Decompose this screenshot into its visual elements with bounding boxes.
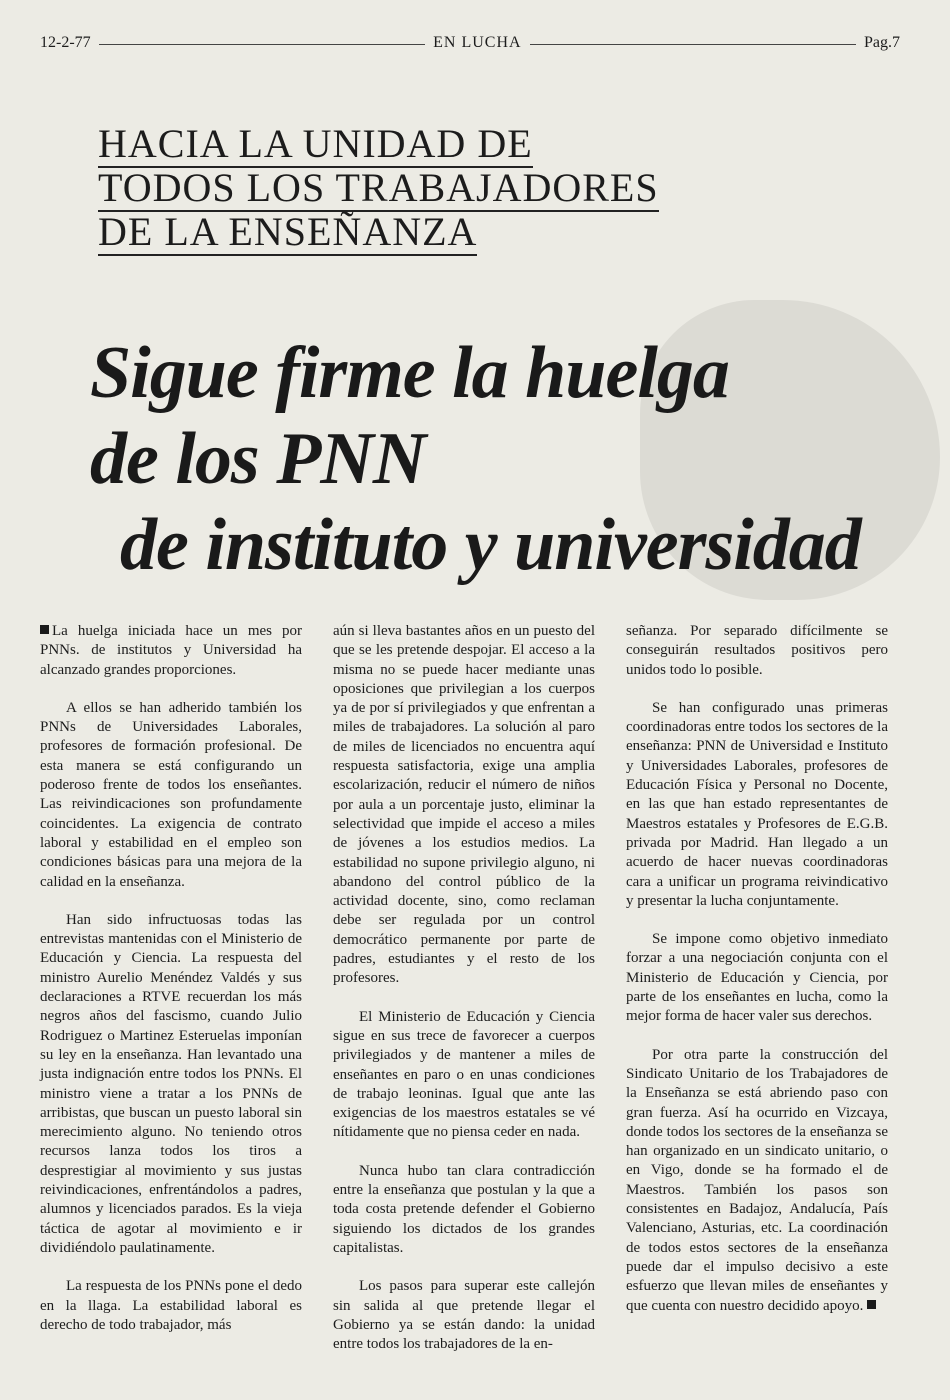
article-column-2 xyxy=(333,622,595,1373)
kicker-title xyxy=(98,122,698,254)
paragraph-text: Por otra parte la construcción del Sindicato Unitario de los Trabajadores de la Enseñanza se está abriendo paso con gran fuerza. Así ha ocurrido en Vizcaya, donde todos los sectores de la enseñanza se han organizado en un sindicato unitario, o en Vigo, donde se ha formado el de Maestros. También los pasos son consistentes en Badajoz, Andalucía, País Valenciano, Asturias, etc. La coordinación de todos estos sectores de la enseñanza puede dar el impulso decisivo a este esfuerzo que llevan miles de enseñantes y que cuenta con nuestro decidido apoyo. xyxy=(626,1046,888,1314)
headline-line: de los PNN xyxy=(90,418,426,500)
paragraph: La respuesta de los PNNs pone el dedo en la llaga. La estabilidad laboral es derecho de todo trabajador, más xyxy=(40,1278,302,1333)
paragraph xyxy=(40,622,302,680)
header-page-number: Pag.7 xyxy=(864,34,900,51)
running-header xyxy=(40,28,900,58)
paragraph: Los pasos para superar este callejón sin salida al que pretende llegar el Gobierno ya se están dando: la unidad entre todos los trabajadores de la en- xyxy=(333,1278,595,1353)
paragraph: señanza. Por separado difícilmente se conseguirán resultados positivos pero unidos todo lo posible. xyxy=(626,623,888,678)
header-date: 12-2-77 xyxy=(40,34,91,51)
paragraph: Han sido infructuosas todas las entrevistas mantenidas con el Ministerio de Educación y Ciencia. La respuesta del ministro Aurelio Menéndez Valdés y sus declaraciones a RTVE recuerdan los más negros años del fascismo, cuando Julio Rodriguez o Martinez Esteruelas imponían su ley en la enseñanza. Han levantado una justa indignación entre todos los PNNs. El ministro viene a tratar a los PNNs de arribistas, que buscan un puesto laboral sin merecimiento alguno. No teniendo otros recursos lanza todos los tiros a desprestigiar al movimiento y sus justas reivindicaciones, enfrentándolos a padres, alumnos y licenciados parados. Es la vieja táctica de agotar al movimiento e ir dividiéndolo paulatinamente. xyxy=(40,911,302,1256)
headline-line: de instituto y universidad xyxy=(120,504,861,586)
header-title: EN LUCHA xyxy=(433,34,522,51)
kicker-line: TODOS LOS TRABAJADORES xyxy=(98,165,659,210)
paragraph: Se impone como objetivo inmediato forzar a una negociación conjunta con el Ministerio de Educación y Ciencia, por parte de los enseñantes en lucha, como la mejor forma de hacer valer sus derechos. xyxy=(626,931,888,1025)
paragraph: El Ministerio de Educación y Ciencia sigue en sus trece de favorecer a cuerpos privilegiados y de mantener a miles de enseñantes en paro o en unas condiciones de trabajo leoninas. Igual que ante las exigencias de los maestros estatales se vé nítidamente que no piensa ceder en nada. xyxy=(333,1008,595,1141)
paragraph-text: La huelga iniciada hace un mes por PNNs. de institutos y Universidad ha alcanzado grandes proporciones. xyxy=(40,623,302,678)
paragraph: Nunca hubo tan clara contradicción entre la enseñanza que postulan y la que a toda costa pretende defender el Gobierno siguiendo los dictados de los grandes capitalistas. xyxy=(333,1162,595,1256)
paragraph: A ellos se han adherido también los PNNs de Universidades Laborales, profesores de formación profesional. De esta manera se está configurando un poderoso frente de todos los enseñantes. Las reivindicaciones son profundamente coincidentes. La exigencia de contrato laboral y estabilidad en el empleo son condiciones básicas para una mejora de la calidad en la enseñanza. xyxy=(40,699,302,890)
headline xyxy=(90,330,890,588)
headline-line: Sigue firme la huelga xyxy=(90,332,729,414)
article-column-1 xyxy=(40,622,302,1354)
end-square-icon xyxy=(867,1300,876,1309)
kicker-line: DE LA ENSEÑANZA xyxy=(98,209,478,254)
paragraph xyxy=(626,1046,888,1316)
header-rule-left xyxy=(99,44,425,45)
header-rule-right xyxy=(530,44,856,45)
article-column-3 xyxy=(626,622,888,1335)
kicker-line: HACIA LA UNIDAD DE xyxy=(98,121,533,166)
paragraph: aún si lleva bastantes años en un puesto del que se les pretende despojar. El acceso a la misma no se puede hacer mediante unas oposiciones que privilegian a los cuerpos ya de por sí privilegiados y que enfrentan a miles de trabajadores. La solución al paro de miles de licenciados no encuentra aquí respuesta satisfactoria, exige una amplia escolarización, reducir el número de niños por aula a un porcentaje justo, eliminar la selectividad que impide el acceso a miles de jóvenes a los estudios medios. La estabilidad no supone privilegio alguno, ni abandono del control público de la actividad docente, sino, como reclaman debe ser regulada por un control democrático permanente por parte de padres, estudiantes y el resto de los profesores. xyxy=(333,623,595,987)
paragraph: Se han configurado unas primeras coordinadoras entre todos los sectores de la enseñanza: PNN de Universidad e Instituto y Universidades Laborales, profesores de Educación Física y Personal no Docente, en las que han estado representantes de Maestros estatales y Profesores de E.G.B. privada por Madrid. Han llegado a un acuerdo de hacer nuevas coordinadoras cara a unificar un programa reivindicativo y presentar la lucha conjuntamente. xyxy=(626,699,888,909)
start-square-icon xyxy=(40,625,49,634)
